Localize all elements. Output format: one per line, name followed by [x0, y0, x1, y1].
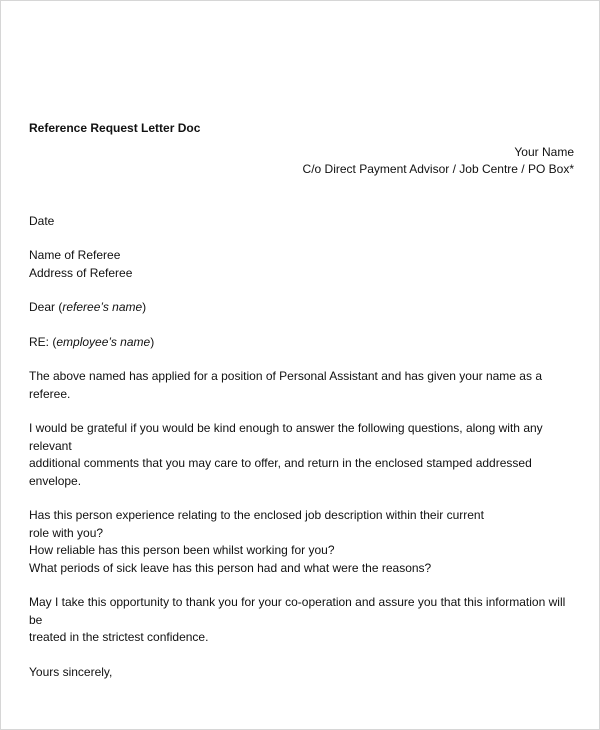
- recipient-address: Address of Referee: [29, 265, 133, 280]
- salutation-suffix: ): [142, 300, 147, 314]
- salutation-placeholder: referee’s name: [62, 300, 143, 314]
- questions-list: [29, 507, 574, 577]
- subject-line: [29, 334, 574, 352]
- salutation-prefix: Dear (: [29, 300, 63, 314]
- question-1-line-1: Has this person experience relating to the enclosed job description within their current: [29, 508, 484, 522]
- subject-prefix: RE: (: [29, 334, 57, 349]
- sign-off: Yours sincerely,: [29, 664, 113, 679]
- subject-placeholder: employee’s name: [56, 334, 151, 349]
- question-3: What periods of sick leave has this person had and what were the reasons?: [29, 560, 432, 575]
- closing-line-1: May I take this opportunity to thank you for your co-operation and assure you that this information will be: [29, 595, 566, 627]
- question-1-line-2: role with you?: [29, 525, 104, 540]
- closing-line-2: treated in the strictest confidence.: [29, 630, 209, 644]
- recipient-block: [29, 247, 574, 282]
- document-title: Reference Request Letter Doc: [29, 121, 201, 135]
- question-2: How reliable has this person been whilst working for you?: [29, 543, 335, 557]
- intro-paragraph: The above named has applied for a position of Personal Assistant and has given your name as a referee.: [29, 369, 542, 401]
- request-line-1: I would be grateful if you would be kind enough to answer the following questions, along with any relevant: [29, 421, 543, 453]
- request-paragraph: [29, 420, 574, 490]
- sender-name: Your Name: [514, 144, 574, 159]
- sender-block: [29, 144, 574, 179]
- salutation: [29, 299, 574, 317]
- letter-body: [29, 120, 574, 681]
- subject-suffix: ): [150, 334, 155, 349]
- closing-paragraph: [29, 594, 574, 647]
- recipient-name: Name of Referee: [29, 248, 121, 262]
- request-line-2: additional comments that you may care to offer, and return in the enclosed stamped addressed envelope.: [29, 456, 532, 488]
- sender-address: C/o Direct Payment Advisor / Job Centre / PO Box*: [302, 162, 574, 176]
- date-line: Date: [29, 213, 55, 228]
